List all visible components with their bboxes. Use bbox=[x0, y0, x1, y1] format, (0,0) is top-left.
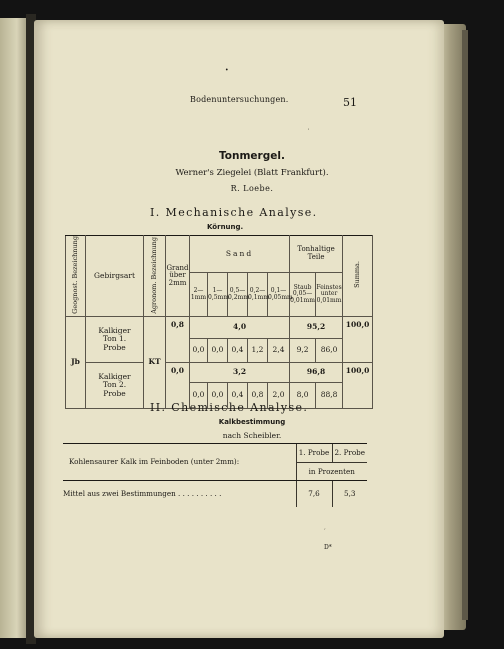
ton-total-cell: 96,8 bbox=[290, 363, 343, 383]
sand-total-cell: 4,0 bbox=[190, 317, 290, 339]
subheading-koernung: Körnung. bbox=[207, 223, 244, 231]
chem-mean-value-1: 7,6 bbox=[296, 481, 332, 507]
page-edge-shadow bbox=[462, 30, 468, 620]
chemical-analysis-table bbox=[63, 443, 367, 507]
summa-cell: 100,0 bbox=[343, 317, 373, 363]
header-grand: Grand über 2mm bbox=[166, 236, 190, 317]
section-heading-mechanical: I. Mechanische Analyse. bbox=[150, 206, 318, 219]
sand-cell: 0,0 bbox=[208, 383, 228, 409]
header-staub: Staub 0,05—0,01mm bbox=[290, 273, 316, 317]
author: R. Loebe. bbox=[230, 184, 274, 193]
header-gebirgsart: Gebirgsart bbox=[86, 236, 144, 317]
chem-row-label: Kohlensaurer Kalk im Feinboden (unter 2mm): bbox=[63, 444, 296, 481]
chem-col-probe1: 1. Probe bbox=[296, 444, 332, 463]
staub-cell: 8,0 bbox=[290, 383, 316, 409]
header-summa: Summa. bbox=[343, 236, 373, 317]
section-heading-chemical: II. Chemische Analyse. bbox=[150, 401, 309, 414]
header-agronom: Agronom. Bezeichnung bbox=[144, 236, 166, 317]
geognost-value: Jb bbox=[66, 317, 86, 409]
grand-cell: 0,0 bbox=[166, 363, 190, 409]
left-page bbox=[0, 18, 28, 638]
header-geognost: Geognost. Bezeichnung bbox=[66, 236, 86, 317]
printer-signature: D* bbox=[324, 544, 332, 551]
speck-mark: • bbox=[225, 67, 229, 74]
feinstes-cell: 88,8 bbox=[316, 383, 343, 409]
gebirgsart-cell: Kalkiger Ton 1. Probe bbox=[86, 317, 144, 363]
staub-cell: 9,2 bbox=[290, 339, 316, 363]
ton-total-cell: 95,2 bbox=[290, 317, 343, 339]
speck-mark: ' bbox=[308, 128, 310, 134]
sand-cell: 1,2 bbox=[248, 339, 268, 363]
header-sand-col: 0,5—0,2mm bbox=[228, 273, 248, 317]
chem-mean-value-2: 5,3 bbox=[332, 481, 367, 507]
header-sand-col: 0,2—0,1mm bbox=[248, 273, 268, 317]
sand-cell: 0,8 bbox=[248, 383, 268, 409]
chem-col-probe2: 2. Probe bbox=[332, 444, 367, 463]
speck-mark: ‘ bbox=[324, 528, 326, 534]
feinstes-cell: 86,0 bbox=[316, 339, 343, 363]
sand-cell: 2,4 bbox=[268, 339, 290, 363]
chem-unit: in Prozenten bbox=[296, 463, 367, 481]
chem-mean-label: Mittel aus zwei Bestimmungen . . . . . . . . . . bbox=[63, 488, 222, 498]
sand-cell: 0,0 bbox=[208, 339, 228, 363]
header-sand-col: 0,1—0,05mm bbox=[268, 273, 290, 317]
sand-cell: 0,0 bbox=[190, 339, 208, 363]
sand-total-cell: 3,2 bbox=[190, 363, 290, 383]
gebirgsart-cell: Kalkiger Ton 2. Probe bbox=[86, 363, 144, 409]
page-number: 51 bbox=[343, 96, 357, 109]
header-tonhaltige: Tonhaltige Teile bbox=[290, 236, 343, 273]
subtitle: Werner's Ziegelei (Blatt Frankfurt). bbox=[175, 168, 329, 178]
mechanical-analysis-table bbox=[65, 235, 373, 409]
sand-cell: 0,0 bbox=[190, 383, 208, 409]
header-sand: Sand bbox=[190, 236, 290, 273]
sand-cell: 2,0 bbox=[268, 383, 290, 409]
page-title: Tonmergel. bbox=[219, 150, 285, 162]
agronom-value: KT bbox=[144, 317, 166, 409]
sand-cell: 0,4 bbox=[228, 383, 248, 409]
header-sand-col: 2—1mm bbox=[190, 273, 208, 317]
grand-cell: 0,8 bbox=[166, 317, 190, 363]
header-feinstes: Feinstes unter 0,01mm bbox=[316, 273, 343, 317]
subheading-scheibler: nach Scheibler. bbox=[222, 431, 282, 440]
subheading-kalkbestimmung: Kalkbestimmung bbox=[218, 418, 286, 426]
sand-cell: 0,4 bbox=[228, 339, 248, 363]
running-head: Bodenuntersuchungen. bbox=[190, 95, 289, 104]
header-sand-col: 1—0,5mm bbox=[208, 273, 228, 317]
summa-cell: 100,0 bbox=[343, 363, 373, 409]
